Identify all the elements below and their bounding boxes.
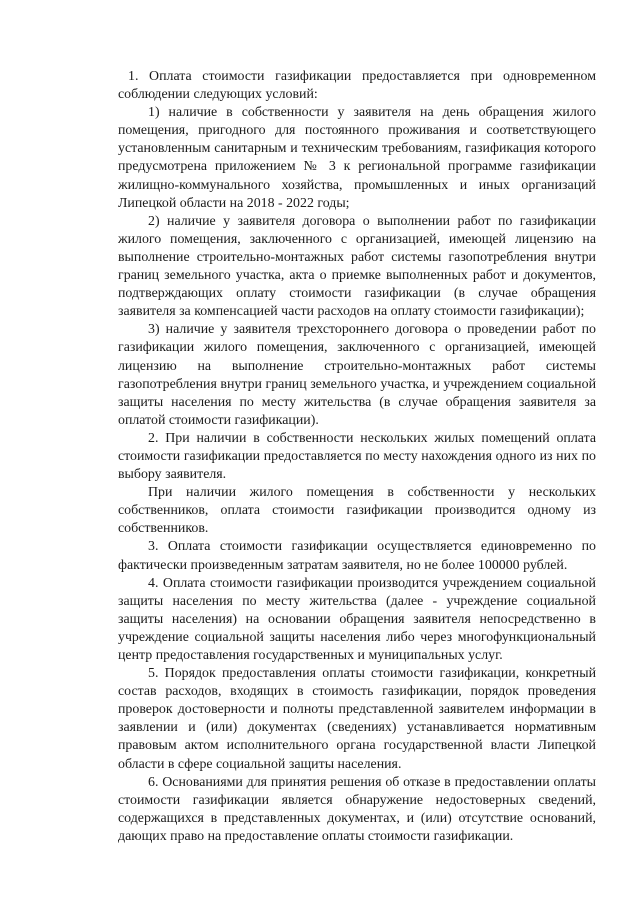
paragraph-3: 3. Оплата стоимости газификации осуществляется единовременно по фактически произведенным затратам заявителя, но не более 100000 рублей. (118, 539, 596, 573)
paragraph-condition-2: 2) наличие у заявителя договора о выполнении работ по газификации жилого помещения, заключенного с организацией, имеющей лицензию на выполнение строительно-монтажных работ системы газопотребления внутри границ земельного участка, акта о приемке выполненных работ и документов, подтверждающих оплату стоимости газификации (в случае обращения заявителя за компенсацией части расходов на оплату стоимости газификации); (118, 213, 596, 320)
paragraph-1-intro: 1. Оплата стоимости газификации предоставляется при одновременном соблюдении следующих условий: (118, 69, 596, 103)
paragraph-condition-1: 1) наличие в собственности у заявителя на день обращения жилого помещения, пригодного для постоянного проживания и соответствующего установленным санитарным и техническим требованиям, газификация которого предусмотрена приложением № 3 к региональной программе газификации жилищно-коммунального хозяйства, промышленных и иных организаций Липецкой области на 2018 - 2022 годы; (118, 105, 596, 211)
paragraph-6: 6. Основаниями для принятия решения об отказе в предоставлении оплаты стоимости газификации является обнаружение недостоверных сведений, содержащихся в представленных документах, и (или) отсутствие оснований, дающих право на предоставление оплаты стоимости газификации. (118, 774, 596, 844)
paragraph-2-co-owners: При наличии жилого помещения в собственности у нескольких собственников, оплата стоимости газификации производится одному из собственников. (118, 485, 596, 537)
document-page (118, 68, 596, 846)
paragraph-condition-3: 3) наличие у заявителя трехстороннего договора о проведении работ по газификации жилого помещения, заключенного с организацией, имеющей лицензию на выполнение строительно-монтажных работ системы газопотребления внутри границ земельного участка, и учреждением социальной защиты населения по месту жительства (в случае обращения заявителя за оплатой стоимости газификации). (118, 322, 596, 428)
paragraph-5: 5. Порядок предоставления оплаты стоимости газификации, конкретный состав расходов, входящих в стоимость газификации, порядок проведения проверок достоверности и полноты представленной заявителем информации в заявлении и (или) документах (сведениях) устанавливается нормативным правовым актом исполнительного органа государственной власти Липецкой области в сфере социальной защиты населения. (118, 666, 596, 772)
paragraph-4: 4. Оплата стоимости газификации производится учреждением социальной защиты населения по месту жительства (далее - учреждение социальной защиты населения) на основании обращения заявителя непосредственно в учреждение социальной защиты населения либо через многофункциональный центр предоставления государственных и муниципальных услуг. (118, 575, 596, 663)
paragraph-2: 2. При наличии в собственности нескольких жилых помещений оплата стоимости газификации предоставляется по месту нахождения одного из них по выбору заявителя. (118, 430, 596, 483)
